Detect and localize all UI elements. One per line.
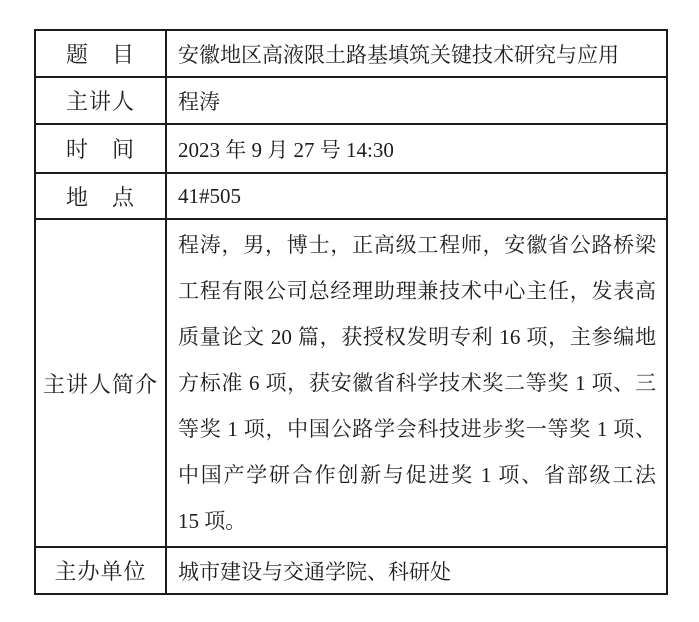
- location-label: 地 点: [65, 184, 135, 210]
- bio-value-cell: [166, 219, 667, 547]
- table-row-bio: [35, 219, 667, 547]
- time-label: 时 间: [65, 137, 135, 162]
- bio-line-7: 15 项。: [178, 509, 247, 533]
- title-label: 题 目: [65, 42, 135, 67]
- lecture-info-table: [34, 29, 668, 595]
- bio-line-3: 质量论文 20 篇，获授权发明专利 16 项，主参编地: [178, 325, 656, 349]
- bio-line-2: 工程有限公司总经理助理兼技术中心主任，发表高: [178, 279, 656, 303]
- bio-label: 主讲人简介: [42, 371, 158, 397]
- table-row-time: [35, 124, 667, 173]
- bio-line-4: 方标准 6 项，获安徽省科学技术奖二等奖 1 项、三: [178, 371, 656, 395]
- title-label-cell: [35, 30, 166, 77]
- bio-line-6: 中国产学研合作创新与促进奖 1 项、省部级工法: [178, 463, 656, 487]
- title-value-cell: [166, 30, 667, 77]
- table-row-organizer: [35, 547, 667, 594]
- time-value: 2023 年 9 月 27 号 14:30: [178, 137, 394, 162]
- organizer-label-cell: [35, 547, 166, 594]
- bio-line-5: 等奖 1 项，中国公路学会科技进步奖一等奖 1 项、: [178, 417, 656, 441]
- bio-label-cell: [35, 219, 166, 547]
- title-value: 安徽地区高液限土路基填筑关键技术研究与应用: [178, 42, 619, 67]
- table-row-title: [35, 30, 667, 77]
- organizer-label: 主办单位: [54, 559, 147, 584]
- table-row-location: [35, 173, 667, 219]
- speaker-value: 程涛: [178, 89, 220, 114]
- location-value-cell: [166, 173, 667, 219]
- table-row-speaker: [35, 77, 667, 124]
- time-label-cell: [35, 124, 166, 173]
- organizer-value-cell: [166, 547, 667, 594]
- organizer-value: 城市建设与交通学院、科研处: [178, 559, 451, 584]
- speaker-label: 主讲人: [65, 89, 135, 114]
- speaker-label-cell: [35, 77, 166, 124]
- bio-line-1: 程涛，男，博士，正高级工程师，安徽省公路桥梁: [178, 233, 656, 257]
- location-label-cell: [35, 173, 166, 219]
- speaker-value-cell: [166, 77, 667, 124]
- location-value: 41#505: [178, 183, 241, 208]
- time-value-cell: [166, 124, 667, 173]
